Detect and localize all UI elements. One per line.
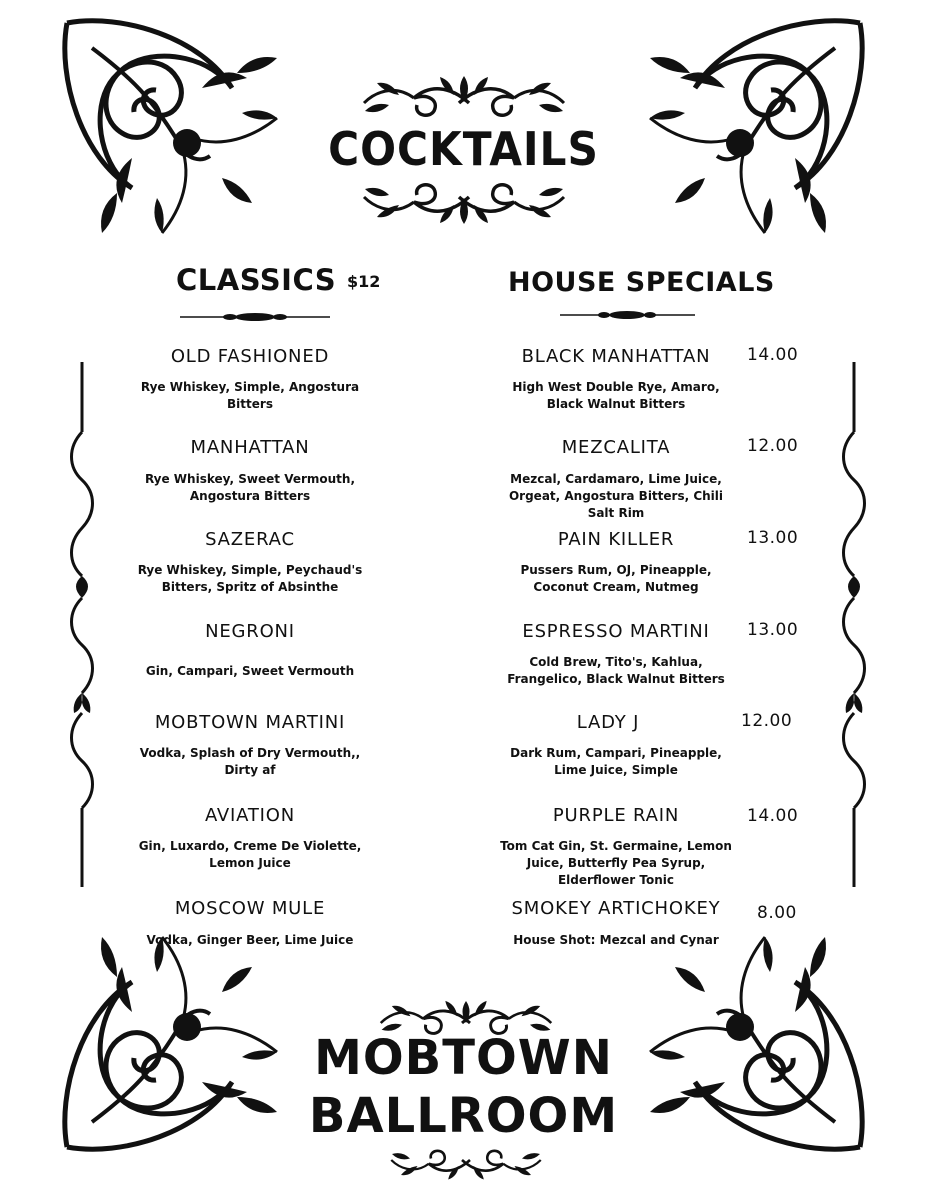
house-specials-heading: HOUSE SPECIALS	[508, 267, 775, 298]
special-item-price: 13.00	[747, 620, 799, 640]
classic-item-name: MOBTOWN MARTINI	[154, 712, 346, 733]
special-item-price: 12.00	[741, 711, 793, 731]
page-title: COCKTAILS	[328, 122, 599, 176]
special-item-desc: Cold Brew, Tito's, Kahlua, Frangelico, Black Walnut Bitters	[507, 655, 725, 686]
special-item-desc: Pussers Rum, OJ, Pineapple, Coconut Cream, Nutmeg	[520, 563, 712, 594]
classic-item-desc: Rye Whiskey, Simple, Peychaud's Bitters, Spritz of Absinthe	[137, 563, 363, 594]
classic-item-name: AVIATION	[204, 805, 296, 826]
classics-price: $12	[347, 272, 381, 291]
classic-item-name: MANHATTAN	[190, 437, 310, 458]
title-flourish-top	[338, 70, 590, 115]
classics-divider	[180, 310, 330, 324]
classic-item-name: NEGRONI	[205, 621, 295, 642]
special-item-name: SMOKEY ARTICHOKEY	[511, 898, 721, 919]
special-item-desc: House Shot: Mezcal and Cynar	[513, 933, 719, 947]
special-item-price: 8.00	[757, 903, 797, 923]
special-item-price: 14.00	[747, 806, 799, 826]
special-item-desc: High West Double Rye, Amaro, Black Walnut Bitters	[512, 380, 720, 411]
special-item-name: ESPRESSO MARTINI	[522, 621, 710, 642]
special-item-price: 12.00	[747, 436, 799, 456]
classic-item-desc: Rye Whiskey, Sweet Vermouth, Angostura Bitters	[144, 472, 356, 503]
special-item-desc: Tom Cat Gin, St. Germaine, Lemon Juice, Butterfly Pea Syrup, Elderflower Tonic	[500, 839, 732, 887]
footer-flourish-top	[366, 995, 566, 1030]
footer-flourish-bottom	[366, 1150, 566, 1180]
classic-item-desc: Vodka, Splash of Dry Vermouth,, Dirty af	[139, 746, 361, 777]
house-specials-divider	[560, 308, 695, 322]
special-item-name: LADY J	[576, 712, 640, 733]
classic-item-name: MOSCOW MULE	[174, 898, 326, 919]
special-item-desc: Dark Rum, Campari, Pineapple, Lime Juice, Simple	[510, 746, 722, 777]
classic-item-name: SAZERAC	[205, 529, 295, 550]
classic-item-desc: Gin, Campari, Sweet Vermouth	[145, 664, 355, 678]
venue-name-line1: MOBTOWN	[314, 1030, 613, 1086]
title-flourish-bottom	[338, 185, 590, 230]
special-item-name: BLACK MANHATTAN	[521, 346, 711, 367]
classic-item-name: OLD FASHIONED	[170, 346, 330, 367]
classic-item-desc: Vodka, Ginger Beer, Lime Juice	[146, 933, 354, 947]
venue-name-line2: BALLROOM	[308, 1088, 619, 1144]
left-border-ornament	[72, 362, 92, 892]
special-item-price: 14.00	[747, 345, 799, 365]
special-item-name: PAIN KILLER	[557, 529, 675, 550]
special-item-price: 13.00	[747, 528, 799, 548]
classic-item-desc: Gin, Luxardo, Creme De Violette, Lemon Juice	[138, 839, 362, 870]
special-item-name: PURPLE RAIN	[552, 805, 680, 826]
special-item-name: MEZCALITA	[561, 437, 671, 458]
classic-item-desc: Rye Whiskey, Simple, Angostura Bitters	[140, 380, 360, 411]
classics-heading: CLASSICS	[176, 263, 337, 297]
special-item-desc: Mezcal, Cardamaro, Lime Juice, Orgeat, Angostura Bitters, Chili Salt Rim	[508, 472, 724, 520]
right-border-ornament	[844, 362, 864, 892]
